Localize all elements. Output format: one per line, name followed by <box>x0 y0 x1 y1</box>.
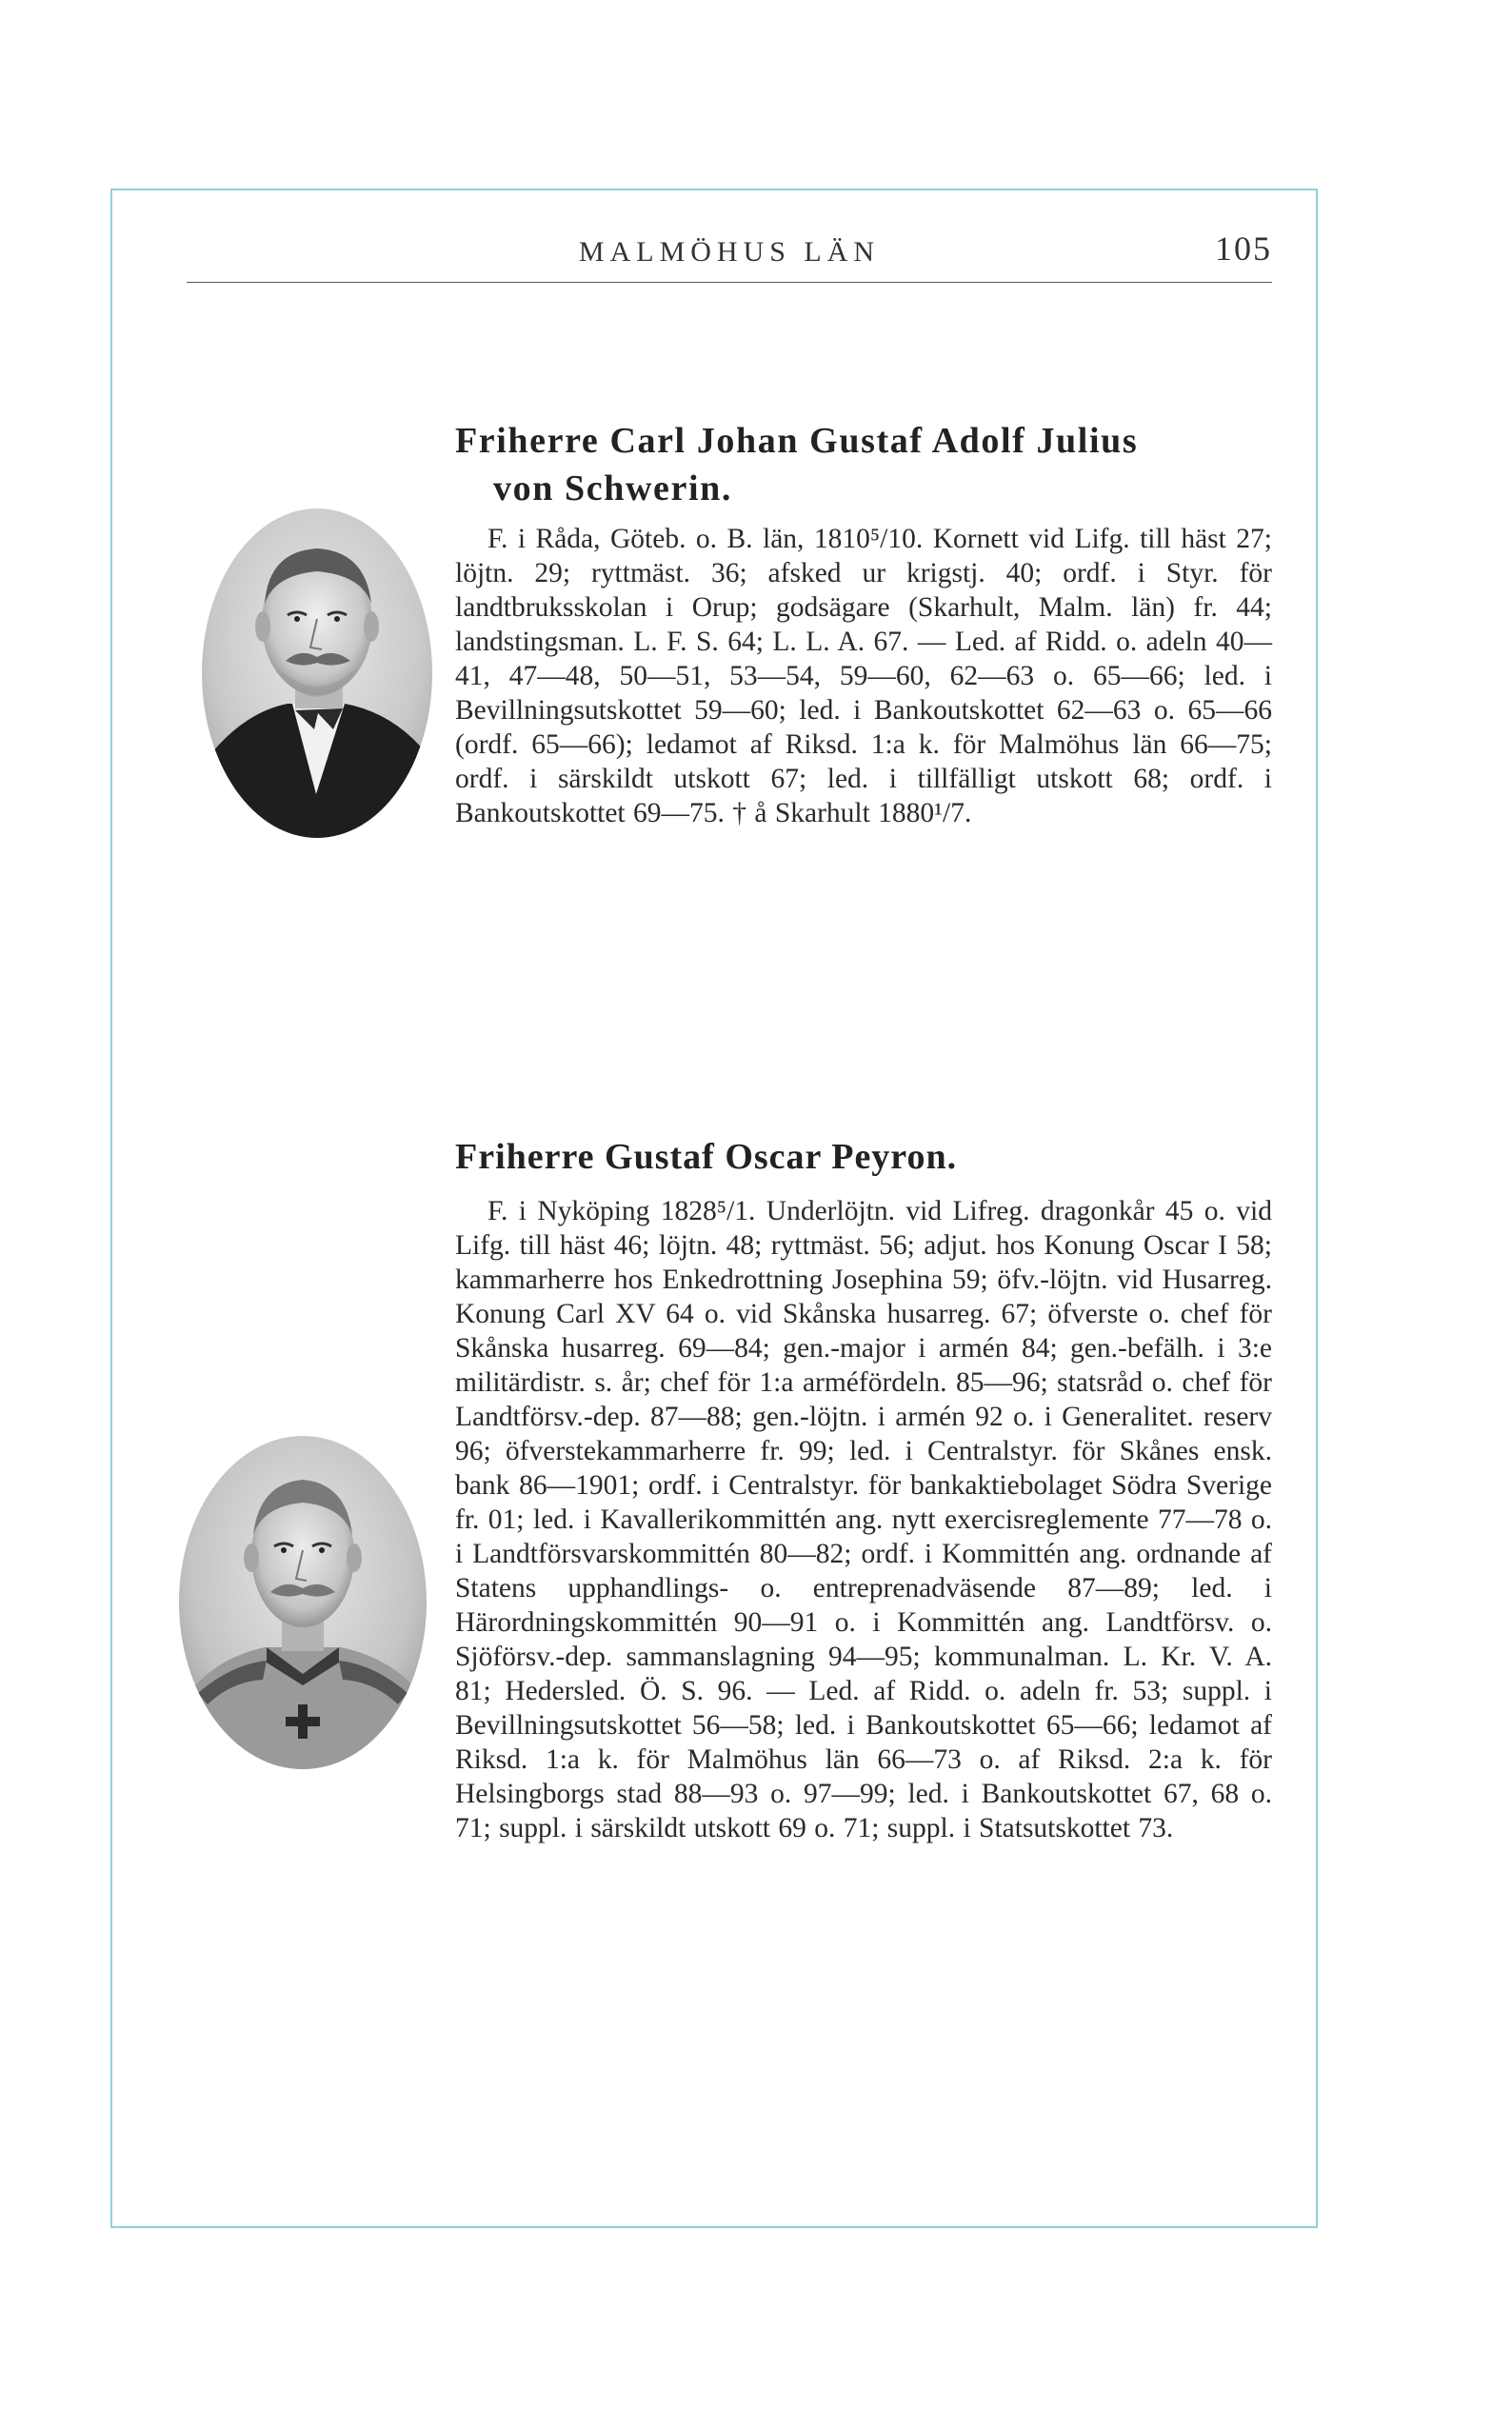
portrait-photo-schwerin <box>202 508 432 838</box>
entry-name-line: von Schwerin. <box>493 468 732 508</box>
running-title: MALMÖHUS LÄN <box>578 236 881 268</box>
entry-name-line: Friherre Gustaf Oscar Peyron. <box>455 1137 958 1177</box>
running-header <box>187 229 1272 283</box>
biography-entry-peyron <box>455 1133 1272 1845</box>
entry-biography-text: F. i Råda, Göteb. o. B. län, 1810⁵/10. Kornett vid Lifg. till häst 27; löjtn. 29; ryttmäst. 36; afsked ur krigstj. 40; ordf. i Styr. för landtbruksskolan i Orup; godsägare (Skarhult, Malm. län) fr. 44; landstingsman. L. F. S. 64; L. L. A. 67. — Led. af Ridd. o. adeln 40—41, 47—48, 50—51, 53—54, 59—60, 62—63 o. 65—66; led. i Bevillningsutskottet 59—60; led. i Bankoutskottet 62—63 o. 65—66 (ordf. 65—66); ledamot af Riksd. 1:a k. för Malmöhus län 66—75; ordf. i särskildt utskott 67; led. i tillfälligt utskott 68; ordf. i Bankoutskottet 69—75. † å Skarhult 1880¹/7. <box>455 524 1272 828</box>
entry-biography-text: F. i Nyköping 1828⁵/1. Underlöjtn. vid Lifreg. dragonkår 45 o. vid Lifg. till häst 46; löjtn. 48; ryttmäst. 56; adjut. hos Konung Oscar I 58; kammarherre hos Enkedrottning Josephina 59; öfv.-löjtn. vid Husarreg. Konung Carl XV 64 o. vid Skånska husarreg. 67; öfverste o. chef för Skånska husarreg. 69—84; gen.-major i armén 84; gen.-befälh. i 3:e militärdistr. s. år; chef för 1:a arméfördeln. 85—96; statsråd o. chef för Landtförsv.-dep. 87—88; gen.-löjtn. i armén 92 o. i Generalitet. reserv 96; öfverstekammarherre fr. 99; led. i Centralstyr. för Skånes ensk. bank 86—1901; ordf. i Centralstyr. för bankaktiebolaget Södra Sverige fr. 01; led. i Kavallerikommittén ang. nytt exercisreglemente 77—78 o. i Landtförsvarskommittén 80—82; ordf. i Kommittén ang. ordnande af Statens upphandlings- o. entreprenadväsende 87—89; led. i Härordningskommittén 90—91 o. i Kommittén ang. Landtförsv. o. Sjöförsv.-dep. sammanslagning 94—95; kommunalman. L. Kr. V. A. 81; Hedersled. Ö. S. 96. — Led. af Ridd. o. adeln fr. 53; suppl. i Bevillningsutskottet 56—58; led. i Bankoutskottet 65—66; ledamot af Riksd. 1:a k. för Malmöhus län 66—73 o. af Riksd. 2:a k. för Helsingborgs stad 88—93 o. 97—99; led. i Bankoutskottet 67, 68 o. 71; suppl. i särskildt utskott 69 o. 71; suppl. i Statsutskottet 73. <box>455 1196 1272 1843</box>
portrait-photo-peyron <box>179 1436 427 1769</box>
entry-name-line: Friherre Carl Johan Gustaf Adolf Julius <box>455 421 1139 461</box>
entry-name <box>455 417 1272 512</box>
page-number: 105 <box>1215 229 1272 268</box>
biography-entry-schwerin <box>455 417 1272 830</box>
entry-name <box>455 1133 1272 1181</box>
